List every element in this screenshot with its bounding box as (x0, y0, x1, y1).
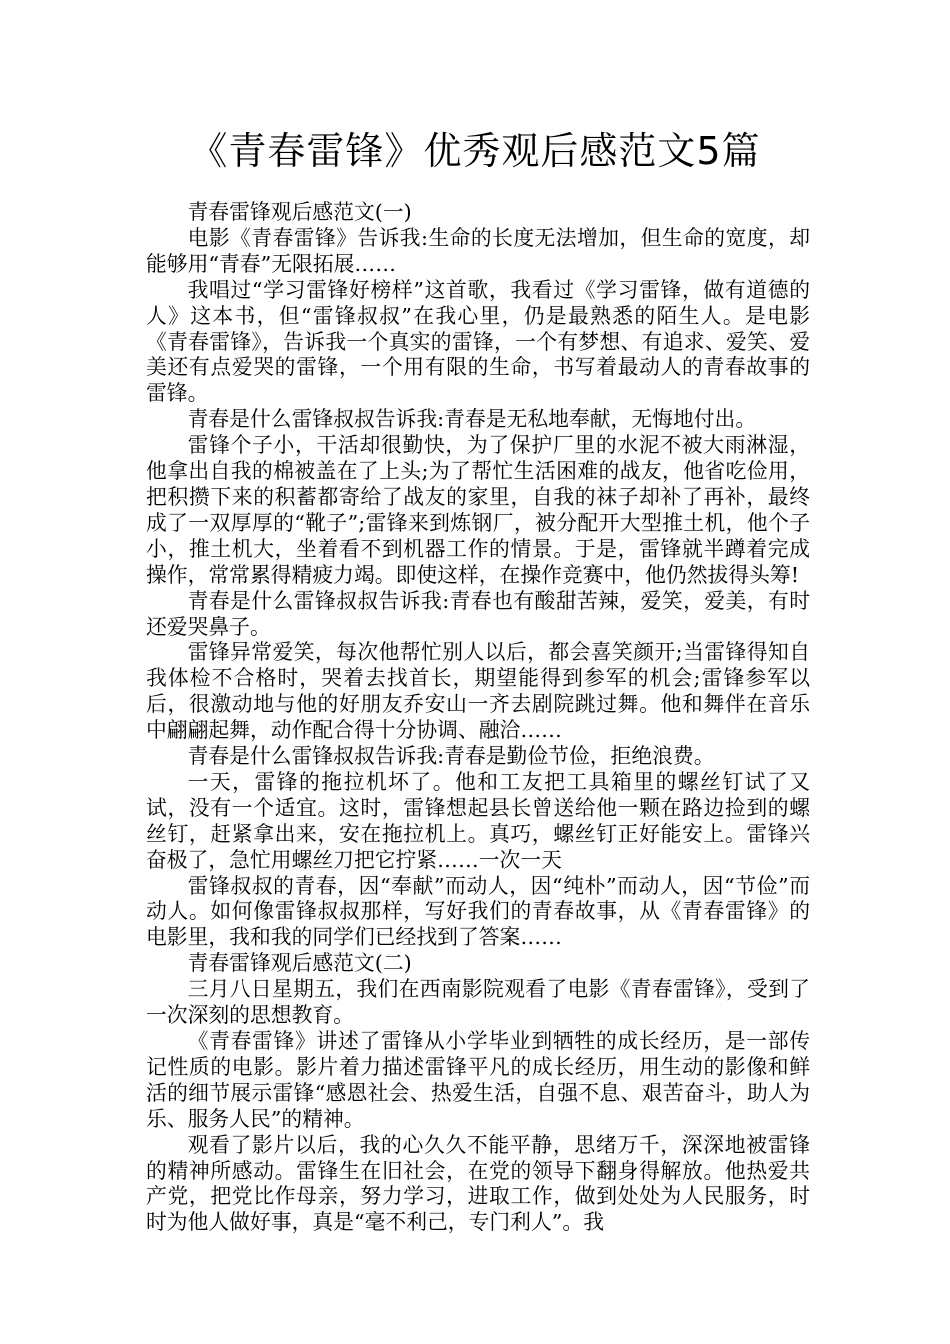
section-heading-1: 青春雷锋观后感范文(一) (187, 200, 412, 224)
paragraph: 电影《青春雷锋》告诉我:生命的长度无法增加，但生命的宽度，却能够用“青春”无限拓展…… (146, 225, 810, 276)
paragraph: 三月八日星期五，我们在西南影院观看了电影《青春雷锋》，受到了一次深刻的思想教育。 (146, 977, 810, 1028)
paragraph: 青春是什么雷锋叔叔告诉我:青春也有酸甜苦辣，爱笑，爱美，有时还爱哭鼻子。 (146, 588, 810, 639)
paragraph: 雷锋个子小，干活却很勤快，为了保护厂里的水泥不被大雨淋湿，他拿出自我的棉被盖在了上头;为了帮忙生活困难的战友，他省吃俭用，把积攒下来的积蓄都寄给了战友的家里，自我的袜子却补了再补，最终成了一双厚厚的“靴子”;雷锋来到炼钢厂，被分配开大型推土机，他个子小，推土机大，坐着看不到机器工作的情景。于是，雷锋就半蹲着完成操作，常常累得精疲力竭。即使这样，在操作竞赛中，他仍然拔得头筹! (146, 433, 810, 587)
paragraph: 青春是什么雷锋叔叔告诉我:青春是勤俭节俭，拒绝浪费。 (187, 744, 715, 769)
paragraph: 雷锋叔叔的青春，因“奉献”而动人，因“纯朴”而动人，因“节俭”而动人。如何像雷锋叔叔那样，写好我们的青春故事，从《青春雷锋》的电影里，我和我的同学们已经找到了答案…… (146, 873, 810, 950)
paragraph: 观看了影片以后，我的心久久不能平静，思绪万千，深深地被雷锋的精神所感动。雷锋生在旧社会，在党的领导下翻身得解放。他热爱共产党，把党比作母亲，努力学习，进取工作，做到处处为人民服务，时时为他人做好事，真是“毫不利己，专门利人”。我 (146, 1132, 810, 1235)
paragraph: 雷锋异常爱笑，每次他帮忙别人以后，都会喜笑颜开;当雷锋得知自我体检不合格时，哭着去找首长，期望能得到参军的机会;雷锋参军以后，很激动地与他的好朋友乔安山一齐去剧院跳过舞。他和舞伴在音乐中翩翩起舞，动作配合得十分协调、融洽…… (146, 640, 810, 743)
paragraph: 《青春雷锋》讲述了雷锋从小学毕业到牺牲的成长经历，是一部传记性质的电影。影片着力描述雷锋平凡的成长经历，用生动的影像和鲜活的细节展示雷锋“感恩社会、热爱生活，自强不息、艰苦奋斗，助人为乐、服务人民”的精神。 (146, 1029, 810, 1131)
document-body (146, 200, 810, 1236)
paragraph: 我唱过“学习雷锋好榜样”这首歌，我看过《学习雷锋，做有道德的人》这本书，但“雷锋叔叔”在我心里，仍是最熟悉的陌生人。是电影《青春雷锋》，告诉我一个真实的雷锋，一个有梦想、有追求、爱笑、爱美还有点爱哭的雷锋，一个用有限的生命，书写着最动人的青春故事的雷锋。 (146, 277, 810, 406)
section-heading-2: 青春雷锋观后感范文(二) (187, 951, 412, 976)
paragraph: 青春是什么雷锋叔叔告诉我:青春是无私地奉献，无悔地付出。 (187, 407, 757, 432)
document-title: 《青春雷锋》优秀观后感范文5篇 (189, 129, 761, 173)
paragraph: 一天，雷锋的拖拉机坏了。他和工友把工具箱里的螺丝钉试了又试，没有一个适宜。这时，雷锋想起县长曾送给他一颗在路边捡到的螺丝钉，赶紧拿出来，安在拖拉机上。真巧，螺丝钉正好能安上。雷锋兴奋极了，急忙用螺丝刀把它拧紧……一次一天 (146, 769, 810, 872)
